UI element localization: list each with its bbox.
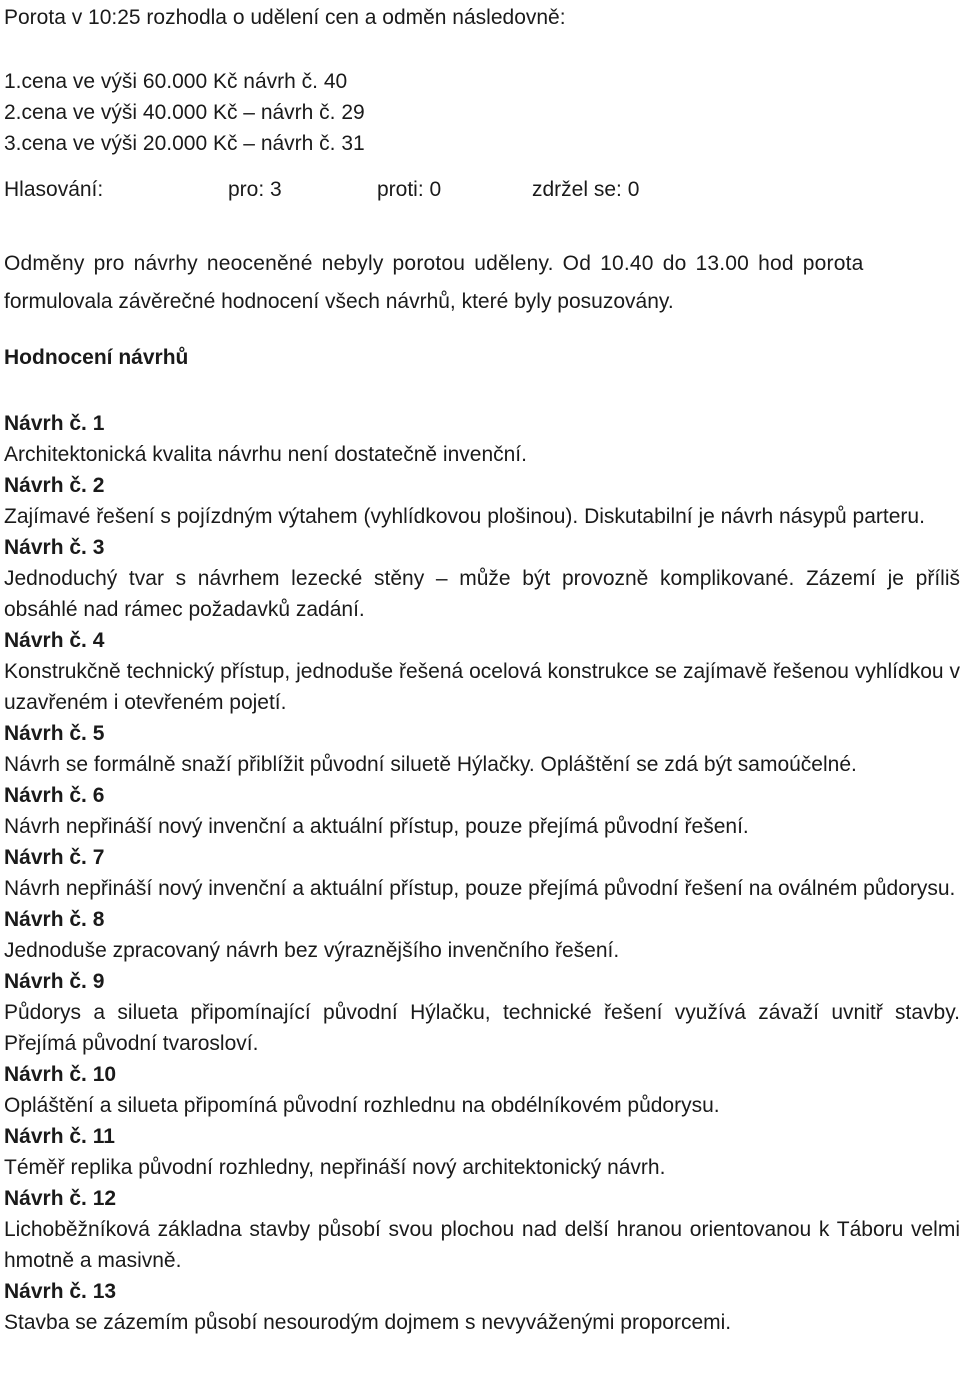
evaluation-text: Zajímavé řešení s pojízdným výtahem (vyhlídkovou plošinou). Diskutabilní je návrh násypů parteru. [4, 505, 925, 528]
evaluation-item [4, 966, 960, 1059]
note-line-1: Odměny pro návrhy neoceněné nebyly porotou uděleny. Od 10.40 do 13.00 hod porota [4, 252, 864, 275]
evaluation-title: Návrh č. 3 [4, 536, 105, 559]
evaluation-text: Stavba se zázemím působí nesourodým dojmem s nevyváženými proporcemi. [4, 1311, 732, 1334]
evaluation-text: Lichoběžníková základna stavby působí svou plochou nad delší hranou orientovanou k Táboru velmi hmotně a masivně. [4, 1218, 960, 1272]
prize-item-3: 3.cena ve výši 20.000 Kč – návrh č. 31 [4, 132, 365, 155]
evaluation-list [4, 408, 960, 1338]
evaluation-text: Konstrukčně technický přístup, jednoduše řešená ocelová konstrukce se zajímavě řešenou vyhlídkou v uzavřeném i otevřeném pojetí. [4, 660, 960, 714]
evaluation-text: Návrh nepřináší nový invenční a aktuální přístup, pouze přejímá původní řešení. [4, 815, 749, 838]
vote-against: proti: 0 [377, 178, 442, 201]
evaluation-item [4, 1183, 960, 1276]
prize-item-2: 2.cena ve výši 40.000 Kč – návrh č. 29 [4, 101, 365, 124]
evaluation-text: Půdorys a silueta připomínající původní Hýlačku, technické řešení využívá závaží uvnitř stavby. Přejímá původní tvarosloví. [4, 1001, 960, 1055]
evaluation-title: Návrh č. 4 [4, 629, 105, 652]
note-paragraph [4, 245, 960, 321]
vote-label: Hlasování: [4, 178, 104, 201]
evaluation-title: Návrh č. 13 [4, 1280, 117, 1303]
evaluation-item [4, 718, 960, 780]
evaluation-item [4, 842, 960, 904]
evaluation-item [4, 470, 960, 532]
evaluation-text: Opláštění a silueta připomíná původní rozhlednu na obdélníkovém půdorysu. [4, 1094, 720, 1117]
evaluation-item [4, 904, 960, 966]
evaluation-text: Návrh nepřináší nový invenční a aktuální přístup, pouze přejímá původní řešení na oválném půdorysu. [4, 877, 956, 900]
evaluation-title: Návrh č. 7 [4, 846, 105, 869]
evaluation-item [4, 532, 960, 625]
evaluation-item [4, 1059, 960, 1121]
evaluation-item [4, 625, 960, 718]
evaluation-text: Jednoduše zpracovaný návrh bez výraznějšího invenčního řešení. [4, 939, 620, 962]
evaluation-title: Návrh č. 5 [4, 722, 105, 745]
evaluation-title: Návrh č. 9 [4, 970, 105, 993]
evaluation-title: Návrh č. 1 [4, 412, 105, 435]
evaluation-item [4, 1276, 960, 1338]
section-heading: Hodnocení návrhů [4, 346, 189, 369]
vote-for: pro: 3 [228, 178, 282, 201]
evaluation-text: Návrh se formálně snaží přiblížit původní siluetě Hýlačky. Opláštění se zdá být samoúčelné. [4, 753, 857, 776]
evaluation-text: Jednoduchý tvar s návrhem lezecké stěny – může být provozně komplikované. Zázemí je příliš obsáhlé nad rámec požadavků zadání. [4, 567, 960, 621]
vote-abstain: zdržel se: 0 [532, 178, 640, 201]
evaluation-title: Návrh č. 12 [4, 1187, 117, 1210]
evaluation-title: Návrh č. 6 [4, 784, 105, 807]
evaluation-item [4, 1121, 960, 1183]
prize-list [4, 66, 960, 159]
evaluation-item [4, 408, 960, 470]
note-line-2: formulovala závěrečné hodnocení všech návrhů, které byly posuzovány. [4, 290, 674, 313]
evaluation-title: Návrh č. 11 [4, 1125, 115, 1148]
prize-item-1: 1.cena ve výši 60.000 Kč návrh č. 40 [4, 70, 348, 93]
evaluation-title: Návrh č. 10 [4, 1063, 117, 1086]
evaluation-text: Téměř replika původní rozhledny, nepřináší nový architektonický návrh. [4, 1156, 666, 1179]
intro-paragraph: Porota v 10:25 rozhodla o udělení cen a odměn následovně: [4, 6, 566, 29]
evaluation-text: Architektonická kvalita návrhu není dostatečně invenční. [4, 443, 527, 466]
evaluation-title: Návrh č. 2 [4, 474, 105, 497]
evaluation-title: Návrh č. 8 [4, 908, 105, 931]
evaluation-item [4, 780, 960, 842]
